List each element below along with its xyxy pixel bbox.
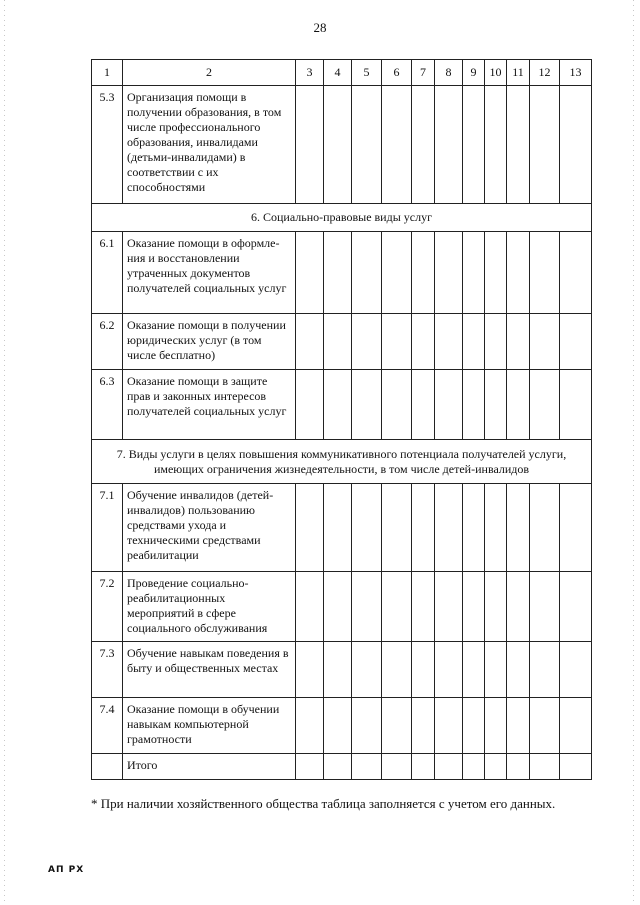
value-cell-col-3 xyxy=(296,484,324,572)
value-cell-col-3 xyxy=(296,314,324,370)
value-cell-col-6 xyxy=(382,754,412,780)
value-cell-col-7 xyxy=(412,642,435,698)
value-cell-col-12 xyxy=(530,232,560,314)
header-col-5: 5 xyxy=(352,60,382,86)
value-cell-col-13 xyxy=(560,572,592,642)
value-cell-col-13 xyxy=(560,698,592,754)
row-number: 7.1 xyxy=(92,484,123,572)
section-title: 6. Социально-правовые виды услуг xyxy=(92,204,592,232)
value-cell-col-4 xyxy=(324,754,352,780)
value-cell-col-11 xyxy=(507,642,530,698)
value-cell-col-8 xyxy=(435,642,463,698)
value-cell-col-13 xyxy=(560,754,592,780)
value-cell-col-8 xyxy=(435,232,463,314)
service-name: Оказание помощи в получении юридических услуг (в том числе бесплатно) xyxy=(123,314,296,370)
value-cell-col-11 xyxy=(507,86,530,204)
value-cell-col-7 xyxy=(412,698,435,754)
value-cell-col-13 xyxy=(560,232,592,314)
value-cell-col-8 xyxy=(435,314,463,370)
value-cell-col-3 xyxy=(296,572,324,642)
row-number: 7.2 xyxy=(92,572,123,642)
value-cell-col-6 xyxy=(382,698,412,754)
value-cell-col-9 xyxy=(463,484,485,572)
value-cell-col-9 xyxy=(463,370,485,440)
header-col-6: 6 xyxy=(382,60,412,86)
services-table xyxy=(91,59,592,780)
value-cell-col-4 xyxy=(324,484,352,572)
value-cell-col-11 xyxy=(507,484,530,572)
row-number: 7.4 xyxy=(92,698,123,754)
header-col-8: 8 xyxy=(435,60,463,86)
table-row xyxy=(92,572,592,642)
section-row xyxy=(92,440,592,484)
value-cell-col-9 xyxy=(463,698,485,754)
value-cell-col-5 xyxy=(352,232,382,314)
value-cell-col-8 xyxy=(435,698,463,754)
value-cell-col-10 xyxy=(485,698,507,754)
table-row xyxy=(92,232,592,314)
value-cell-col-11 xyxy=(507,754,530,780)
header-col-2: 2 xyxy=(123,60,296,86)
value-cell-col-7 xyxy=(412,484,435,572)
value-cell-col-9 xyxy=(463,314,485,370)
value-cell-col-9 xyxy=(463,232,485,314)
service-name: Оказание помощи в оформле-ния и восстановлении утраченных документов получателей социальных услуг xyxy=(123,232,296,314)
value-cell-col-5 xyxy=(352,484,382,572)
header-col-10: 10 xyxy=(485,60,507,86)
value-cell-col-3 xyxy=(296,86,324,204)
table-row xyxy=(92,86,592,204)
value-cell-col-11 xyxy=(507,314,530,370)
right-dotted-margin xyxy=(633,0,634,905)
value-cell-col-6 xyxy=(382,86,412,204)
value-cell-col-10 xyxy=(485,572,507,642)
value-cell-col-9 xyxy=(463,86,485,204)
page-number: 28 xyxy=(313,20,327,35)
value-cell-col-10 xyxy=(485,642,507,698)
value-cell-col-10 xyxy=(485,86,507,204)
value-cell-col-3 xyxy=(296,642,324,698)
value-cell-col-12 xyxy=(530,572,560,642)
service-name: Оказание помощи в обучении навыкам компьютерной грамотности xyxy=(123,698,296,754)
table-row xyxy=(92,314,592,370)
value-cell-col-12 xyxy=(530,86,560,204)
value-cell-col-10 xyxy=(485,232,507,314)
row-number: 6.3 xyxy=(92,370,123,440)
footnote: * При наличии хозяйственного общества таблица заполняется с учетом его данных. xyxy=(91,796,556,811)
service-name: Организация помощи в получении образования, в том числе профессионального образования, инвалидами (детьми-инвалидами) в соответствии с их способностями xyxy=(123,86,296,204)
value-cell-col-6 xyxy=(382,232,412,314)
header-col-12: 12 xyxy=(530,60,560,86)
value-cell-col-5 xyxy=(352,698,382,754)
value-cell-col-4 xyxy=(324,232,352,314)
service-name: Обучение навыкам поведения в быту и общественных местах xyxy=(123,642,296,698)
value-cell-col-7 xyxy=(412,572,435,642)
header-col-13: 13 xyxy=(560,60,592,86)
header-row xyxy=(92,60,592,86)
value-cell-col-7 xyxy=(412,314,435,370)
value-cell-col-3 xyxy=(296,754,324,780)
value-cell-col-5 xyxy=(352,572,382,642)
value-cell-col-13 xyxy=(560,642,592,698)
value-cell-col-11 xyxy=(507,698,530,754)
value-cell-col-12 xyxy=(530,484,560,572)
value-cell-col-8 xyxy=(435,370,463,440)
row-number xyxy=(92,754,123,780)
service-name: Итого xyxy=(123,754,296,780)
row-number: 6.1 xyxy=(92,232,123,314)
value-cell-col-12 xyxy=(530,698,560,754)
row-number: 7.3 xyxy=(92,642,123,698)
value-cell-col-7 xyxy=(412,86,435,204)
left-dotted-margin xyxy=(4,0,5,905)
value-cell-col-8 xyxy=(435,86,463,204)
table-body xyxy=(92,60,592,780)
value-cell-col-10 xyxy=(485,754,507,780)
row-number: 5.3 xyxy=(92,86,123,204)
value-cell-col-13 xyxy=(560,370,592,440)
value-cell-col-13 xyxy=(560,314,592,370)
value-cell-col-8 xyxy=(435,484,463,572)
value-cell-col-4 xyxy=(324,698,352,754)
value-cell-col-10 xyxy=(485,314,507,370)
value-cell-col-7 xyxy=(412,232,435,314)
value-cell-col-13 xyxy=(560,86,592,204)
value-cell-col-13 xyxy=(560,484,592,572)
header-col-3: 3 xyxy=(296,60,324,86)
value-cell-col-3 xyxy=(296,370,324,440)
value-cell-col-9 xyxy=(463,642,485,698)
row-number: 6.2 xyxy=(92,314,123,370)
value-cell-col-6 xyxy=(382,314,412,370)
table-row xyxy=(92,754,592,780)
header-col-1: 1 xyxy=(92,60,123,86)
value-cell-col-8 xyxy=(435,572,463,642)
value-cell-col-5 xyxy=(352,642,382,698)
value-cell-col-4 xyxy=(324,642,352,698)
value-cell-col-12 xyxy=(530,754,560,780)
value-cell-col-12 xyxy=(530,314,560,370)
value-cell-col-6 xyxy=(382,370,412,440)
table-row xyxy=(92,642,592,698)
value-cell-col-5 xyxy=(352,754,382,780)
header-col-11: 11 xyxy=(507,60,530,86)
table-row xyxy=(92,484,592,572)
value-cell-col-10 xyxy=(485,370,507,440)
service-name: Проведение социально-реабилитационных мероприятий в сфере социального обслуживания xyxy=(123,572,296,642)
value-cell-col-4 xyxy=(324,572,352,642)
value-cell-col-11 xyxy=(507,232,530,314)
section-row xyxy=(92,204,592,232)
archive-stamp: АП РХ xyxy=(48,865,85,875)
section-title: 7. Виды услуги в целях повышения коммуникативного потенциала получателей услуги, имеющих ограничения жизнедеятельности, в том числе детей-инвалидов xyxy=(92,440,592,484)
value-cell-col-11 xyxy=(507,370,530,440)
value-cell-col-12 xyxy=(530,642,560,698)
service-name: Оказание помощи в защите прав и законных интересов получателей социальных услуг xyxy=(123,370,296,440)
service-name: Обучение инвалидов (детей-инвалидов) пользованию средствами ухода и техническими средствами реабилитации xyxy=(123,484,296,572)
value-cell-col-12 xyxy=(530,370,560,440)
value-cell-col-9 xyxy=(463,572,485,642)
value-cell-col-4 xyxy=(324,370,352,440)
value-cell-col-7 xyxy=(412,370,435,440)
value-cell-col-5 xyxy=(352,86,382,204)
table-row xyxy=(92,370,592,440)
value-cell-col-6 xyxy=(382,484,412,572)
value-cell-col-4 xyxy=(324,86,352,204)
value-cell-col-4 xyxy=(324,314,352,370)
table-row xyxy=(92,698,592,754)
value-cell-col-5 xyxy=(352,314,382,370)
value-cell-col-6 xyxy=(382,572,412,642)
value-cell-col-10 xyxy=(485,484,507,572)
header-col-4: 4 xyxy=(324,60,352,86)
value-cell-col-3 xyxy=(296,698,324,754)
value-cell-col-11 xyxy=(507,572,530,642)
value-cell-col-8 xyxy=(435,754,463,780)
value-cell-col-6 xyxy=(382,642,412,698)
value-cell-col-9 xyxy=(463,754,485,780)
value-cell-col-7 xyxy=(412,754,435,780)
value-cell-col-5 xyxy=(352,370,382,440)
header-col-9: 9 xyxy=(463,60,485,86)
header-col-7: 7 xyxy=(412,60,435,86)
value-cell-col-3 xyxy=(296,232,324,314)
